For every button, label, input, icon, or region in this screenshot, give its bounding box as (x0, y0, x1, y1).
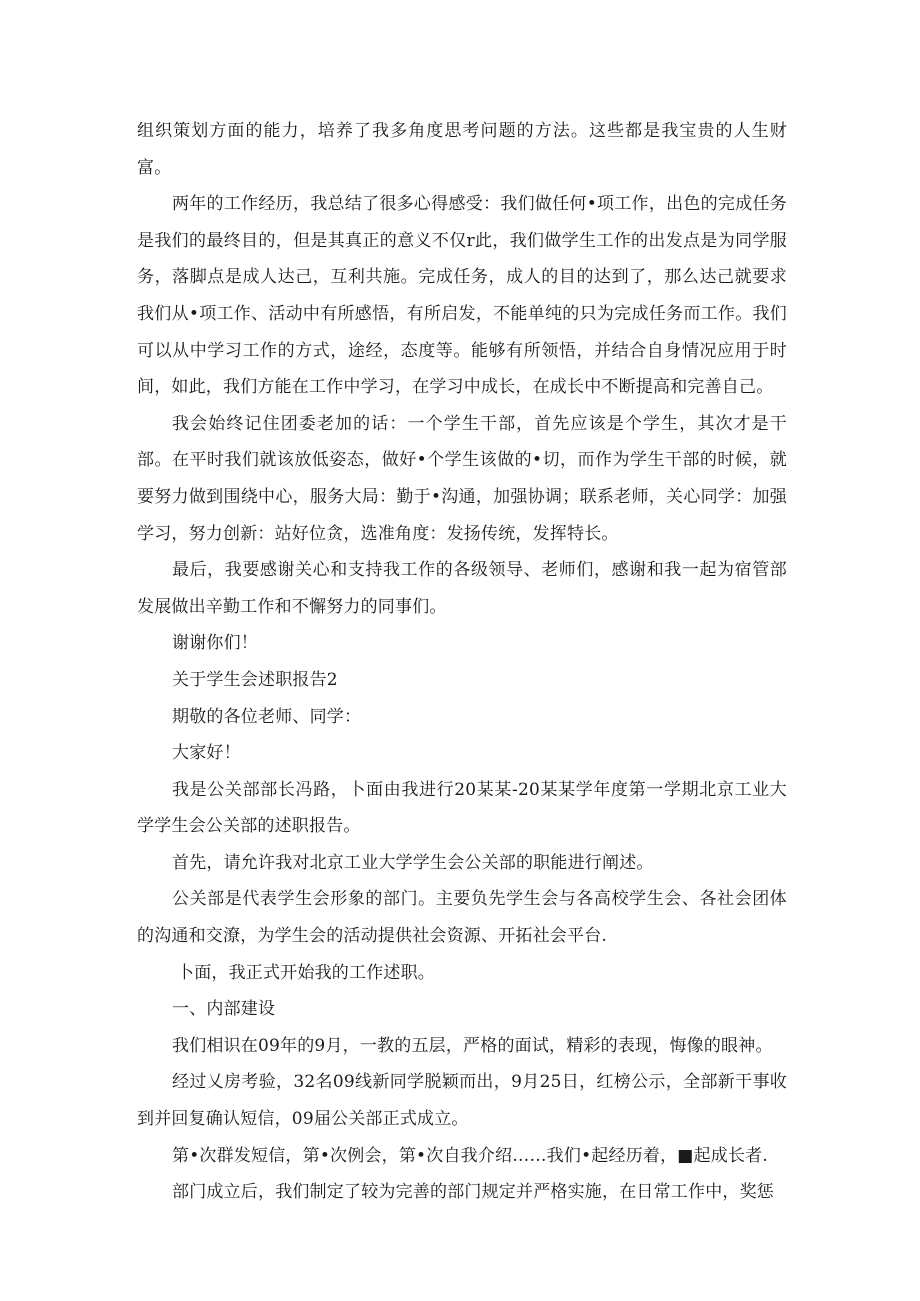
paragraph: 我会始终记住团委老加的话：一个学生干部，首先应该是个学生，其次才是干部。在平时我们就该放低姿态，做好•个学生该做的•切，而作为学生干部的时候，就要努力做到围绕中心，服务大局：勤于•沟通，加强协调；联系老师，关心同学：加强学习，努力创新：站好位贪，选准角度：发扬传统，发挥特长。 (137, 413, 787, 544)
paragraph: 谢谢你们！ (172, 633, 258, 654)
paragraph: 公关部是代表学生会形象的部门。主要负先学生会与各高校学生会、各社会团体的沟通和交潦，为学生会的活动提供社会资源、开拓社会平台. (137, 889, 787, 947)
paragraph: 卜面，我正式开始我的工作述职。 (177, 962, 435, 983)
paragraph: 期敬的各位老师、同学： (172, 706, 362, 727)
paragraph: 组织策划方面的能力，培养了我多角度思考问题的方法。这些都是我宝贵的人生财富。 (137, 121, 787, 178)
document-body (137, 113, 787, 1211)
paragraph: 部门成立后，我们制定了较为完善的部门规定并严格实施，在日常工作中，奖惩 (172, 1182, 774, 1203)
paragraph: 经过乂房考验，32名09线新同学脱颖而出，9月25日，红榜公示，全部新干事收到并回复确认短信，09届公关部正式成立。 (137, 1072, 787, 1130)
paragraph: 一、内部建设 (172, 999, 276, 1020)
paragraph: 最后，我要感谢关心和支持我工作的各级领导、老师们，感谢和我一起为宿管部发展做出辛勤工作和不懈努力的同事们。 (137, 560, 787, 617)
paragraph: 大家好！ (172, 743, 241, 764)
paragraph: 两年的工作经历，我总结了很多心得感受：我们做任何•项工作，出色的完成任务是我们的最终目的，但是其真正的意义不仅r此，我们做学生工作的出发点是为同学服务，落脚点是成人达己，互利共施。完成任务，成人的目的达到了，那么达己就要求我们从•项工作、活动中有所感悟，有所启发，不能单纯的只为完成任务而工作。我们可以从中学习工作的方式，途经，态度等。能够有所领悟，并结合自身情况应用于时间，如此，我们方能在工作中学习，在学习中成长，在成长中不断提高和完善自己。 (137, 194, 787, 398)
paragraph: 我们相识在09年的9月，一教的五层，严格的面试，精彩的表现，悔像的眼神。 (172, 1035, 773, 1056)
paragraph: 我是公关部部长冯路，卜面由我进行20某某-20某某学年度第一学期北京工业大学学生会公关部的述职报告。 (137, 779, 787, 837)
paragraph: 关于学生会述职报告2 (172, 669, 338, 690)
paragraph: 第•次群发短信，第•次例会，第•次自我介绍……我们•起经历着，■起成长者. (172, 1145, 768, 1166)
paragraph: 首先，请允许我对北京工业大学学生会公关部的职能进行阐述。 (172, 852, 654, 873)
